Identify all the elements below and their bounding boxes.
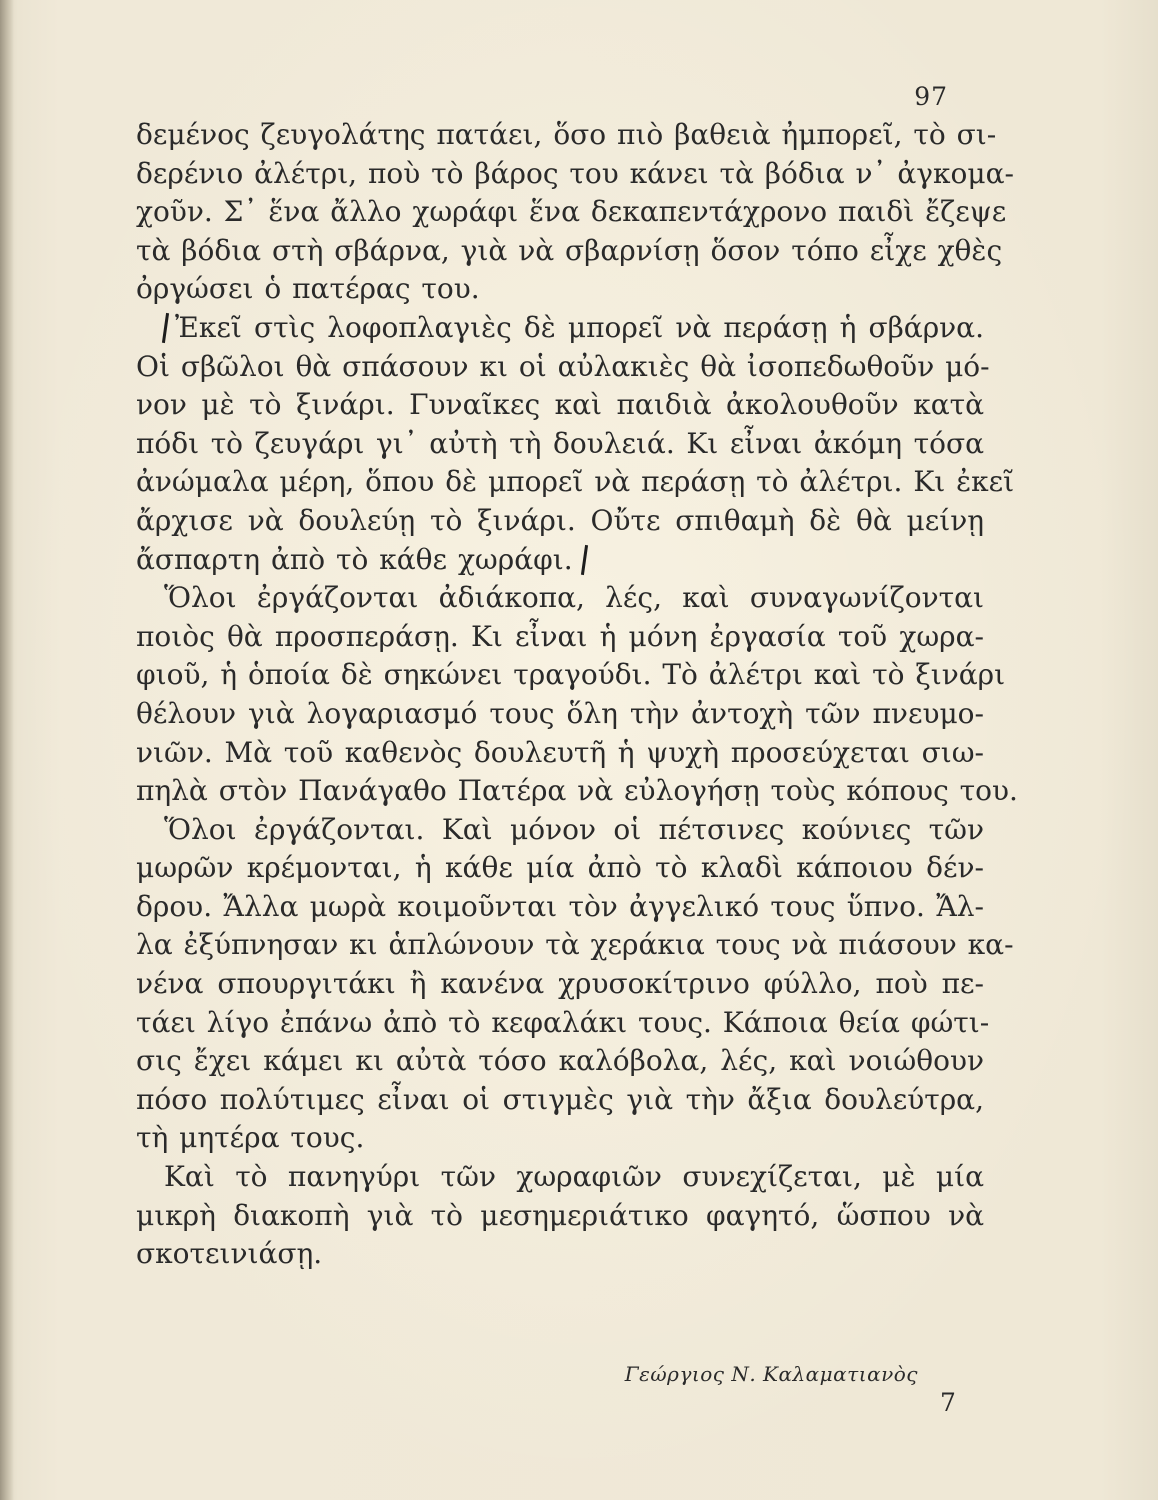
text-line: σις ἔχει κάμει κι αὐτὰ τόσο καλόβολα, λές, καὶ νοιώθουν <box>136 1044 984 1078</box>
text-line: μικρὴ διακοπὴ γιὰ τὸ μεσημεριάτικο φαγητό, ὥσπου νὰ <box>136 1198 984 1232</box>
text-line: νον μὲ τὸ ξινάρι. Γυναῖκες καὶ παιδιὰ ἀκολουθοῦν κατὰ <box>136 388 984 422</box>
binding-edge <box>0 0 14 1500</box>
page-number: 97 <box>914 82 948 111</box>
margin-marker-icon <box>581 544 588 574</box>
text-line: Καὶ τὸ πανηγύρι τῶν χωραφιῶν συνεχίζεται, μὲ μία <box>164 1160 984 1194</box>
text-line: νένα σπουργιτάκι ἢ κανένα χρυσοκίτρινο φύλλο, ποὺ πε- <box>136 967 984 1001</box>
body-text <box>136 116 1018 1274</box>
text-line: νιῶν. Μὰ τοῦ καθενὸς δουλευτῆ ἡ ψυχὴ προσεύχεται σιω- <box>136 735 984 769</box>
paragraph-4 <box>136 811 1014 1158</box>
text-line: τὰ βόδια στὴ σβάρνα, γιὰ νὰ σβαρνίσῃ ὅσον τόπο εἶχε χθὲς <box>136 233 1003 267</box>
paragraph-3 <box>136 579 1018 811</box>
text-line-content: Ἐκεῖ στὶς λοφοπλαγιὲς δὲ μπορεῖ νὰ περάσῃ ἡ σβάρνα. <box>175 310 984 344</box>
text-line: δερένιο ἀλέτρι, ποὺ τὸ βάρος του κάνει τὰ βόδια ν᾽ ἀγκομα- <box>136 156 1014 190</box>
paragraph-5 <box>136 1158 984 1274</box>
text-line: ὀργώσει ὁ πατέρας του. <box>136 272 480 306</box>
author-signature: Γεώργιος Ν. Καλαματιανὸς <box>624 1362 918 1386</box>
text-line: Ὅλοι ἐργάζονται ἀδιάκοπα, λές, καὶ συναγωνίζονται <box>164 581 984 615</box>
text-line: ἀνώμαλα μέρη, ὅπου δὲ μπορεῖ νὰ περάσῃ τὸ ἀλέτρι. Κι ἐκεῖ <box>136 465 1015 499</box>
text-line: μωρῶν κρέμονται, ἡ κάθε μία ἀπὸ τὸ κλαδὶ κάποιου δέν- <box>136 851 984 885</box>
paragraph-1 <box>136 116 1014 309</box>
text-line <box>136 309 984 348</box>
text-line-content: ἄσπαρτη ἀπὸ τὸ κάθε χωράφι. <box>136 542 573 576</box>
text-line: Οἱ σβῶλοι θὰ σπάσουν κι οἱ αὐλακιὲς θὰ ἰσοπεδωθοῦν μό- <box>136 349 990 383</box>
text-line: ποιὸς θὰ προσπεράσῃ. Κι εἶναι ἡ μόνη ἐργασία τοῦ χωρα- <box>136 619 984 653</box>
text-line: τάει λίγο ἐπάνω ἀπὸ τὸ κεφαλάκι τους. Κάποια θεία φώτι- <box>136 1005 990 1039</box>
text-line: πόσο πολύτιμες εἶναι οἱ στιγμὲς γιὰ τὴν ἄξια δουλεύτρα, <box>136 1082 984 1116</box>
margin-marker-icon <box>162 313 169 343</box>
text-line: Ὅλοι ἐργάζονται. Καὶ μόνον οἱ πέτσινες κούνιες τῶν <box>164 812 984 846</box>
text-line: λα ἐξύπνησαν κι ἁπλώνουν τὰ χεράκια τους νὰ πιάσουν κα- <box>136 928 1014 962</box>
paragraph-2 <box>136 309 1015 579</box>
text-line: σκοτεινιάσῃ. <box>136 1237 323 1271</box>
text-line: τὴ μητέρα τους. <box>136 1121 365 1155</box>
text-line <box>136 541 984 580</box>
text-line: πηλὰ στὸν Πανάγαθο Πατέρα νὰ εὐλογήσῃ τοὺς κόπους του. <box>136 774 1018 808</box>
text-line: δεμένος ζευγολάτης πατάει, ὅσο πιὸ βαθειὰ ἠμπορεῖ, τὸ σι- <box>136 118 997 151</box>
text-line: πόδι τὸ ζευγάρι γι᾽ αὐτὴ τὴ δουλειά. Κι εἶναι ἀκόμη τόσα <box>136 426 984 460</box>
text-line: ἄρχισε νὰ δουλεύῃ τὸ ξινάρι. Οὔτε σπιθαμὴ δὲ θὰ μείνῃ <box>136 503 984 537</box>
sheet-number: 7 <box>940 1388 956 1417</box>
text-line: θέλουν γιὰ λογαριασμό τους ὅλη τὴν ἀντοχὴ τῶν πνευμο- <box>136 696 984 730</box>
text-line: χοῦν. Σ᾽ ἕνα ἄλλο χωράφι ἕνα δεκαπεντάχρονο παιδὶ ἔζεψε <box>136 195 1007 229</box>
text-line: δρου. Ἄλλα μωρὰ κοιμοῦνται τὸν ἀγγελικό τους ὕπνο. Ἄλ- <box>136 889 984 923</box>
text-line: φιοῦ, ἡ ὁποία δὲ σηκώνει τραγούδι. Τὸ ἀλέτρι καὶ τὸ ξινάρι <box>136 658 1006 692</box>
